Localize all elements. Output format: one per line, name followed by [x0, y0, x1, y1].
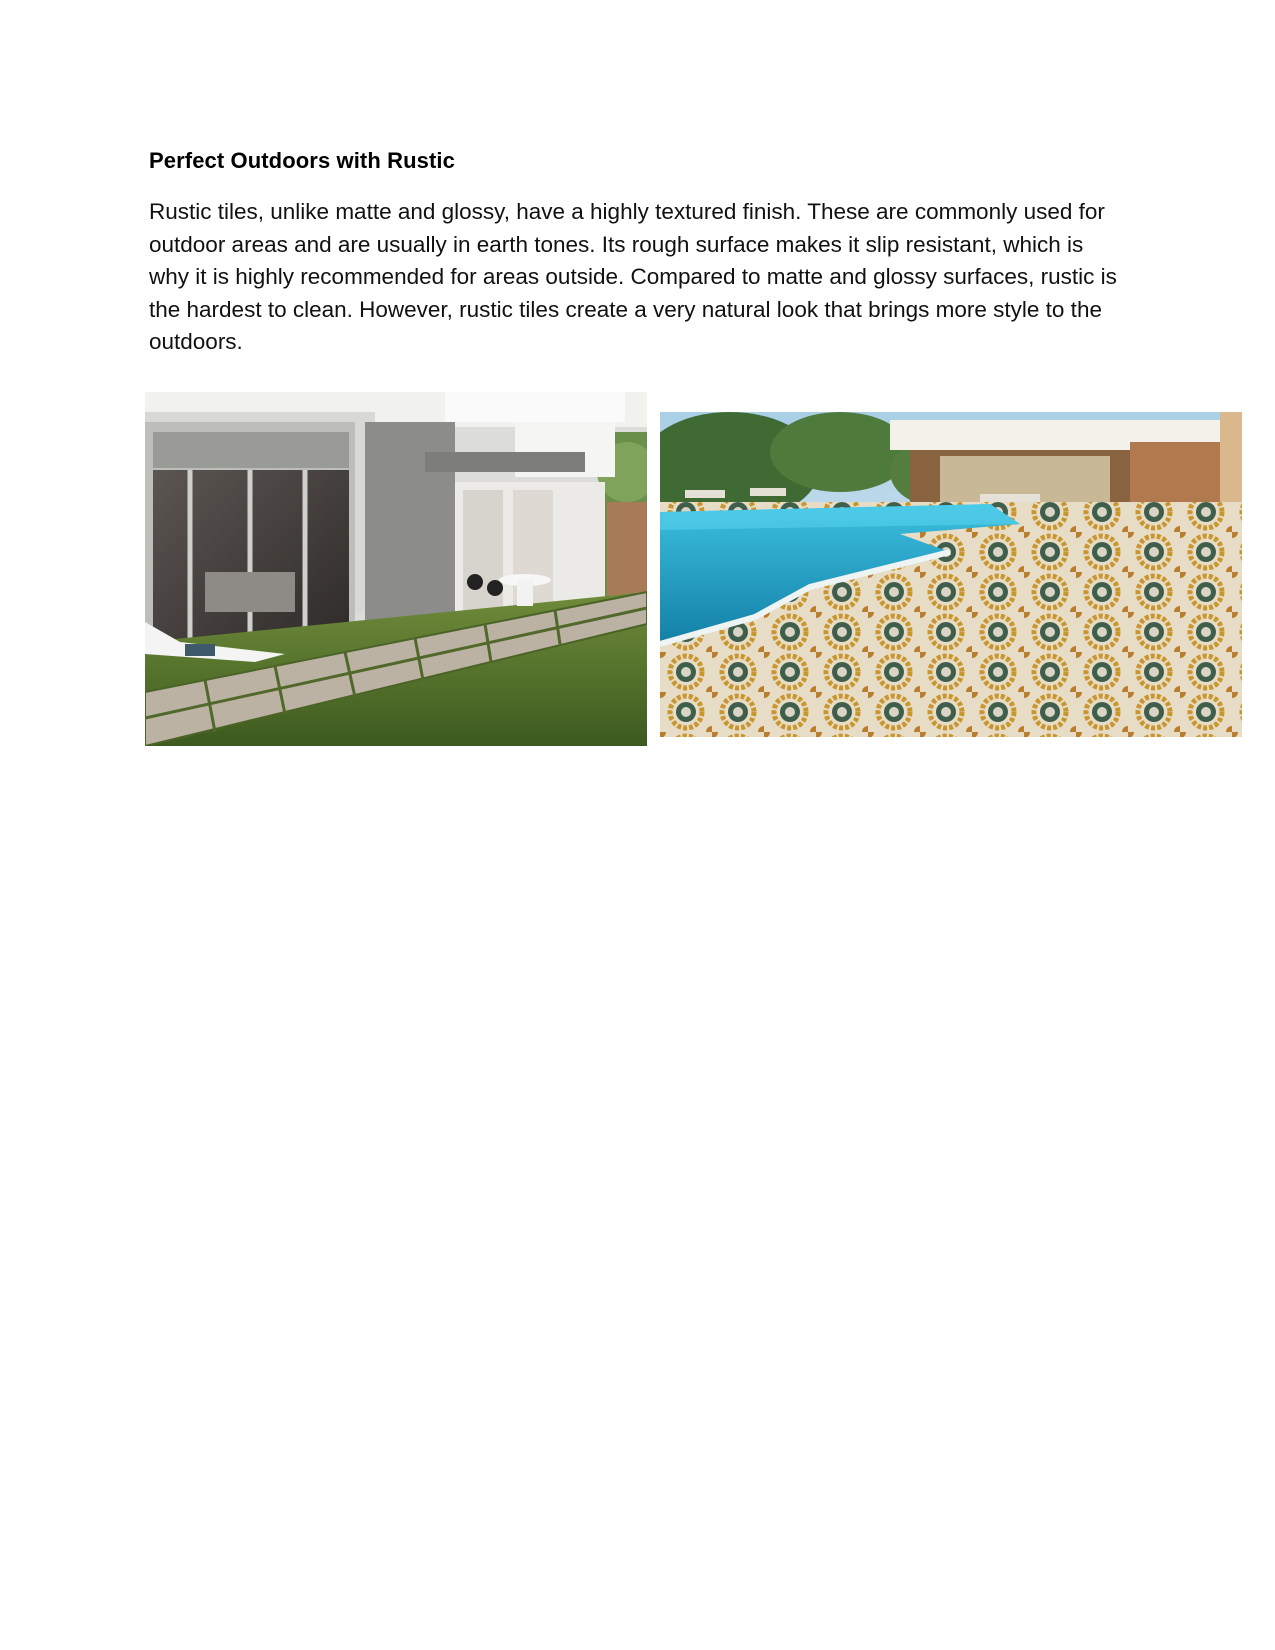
outdoor-house-photo	[145, 392, 647, 746]
pool-mosaic-photo-icon	[660, 412, 1242, 737]
section-heading: Perfect Outdoors with Rustic	[149, 148, 455, 173]
house-garden-photo-icon	[145, 392, 647, 746]
pool-mosaic-photo	[660, 412, 1242, 737]
section-paragraph: Rustic tiles, unlike matte and glossy, have a highly textured finish. These are commonly used for outdoor areas and are usually in earth tones. Its rough surface makes it slip resistant, which is why it is highly recommended for areas outside. Compared to matte and glossy surfaces, rustic is the hardest to clean. However, rustic tiles create a very natural look that brings more style to the outdoors.	[149, 199, 1117, 355]
